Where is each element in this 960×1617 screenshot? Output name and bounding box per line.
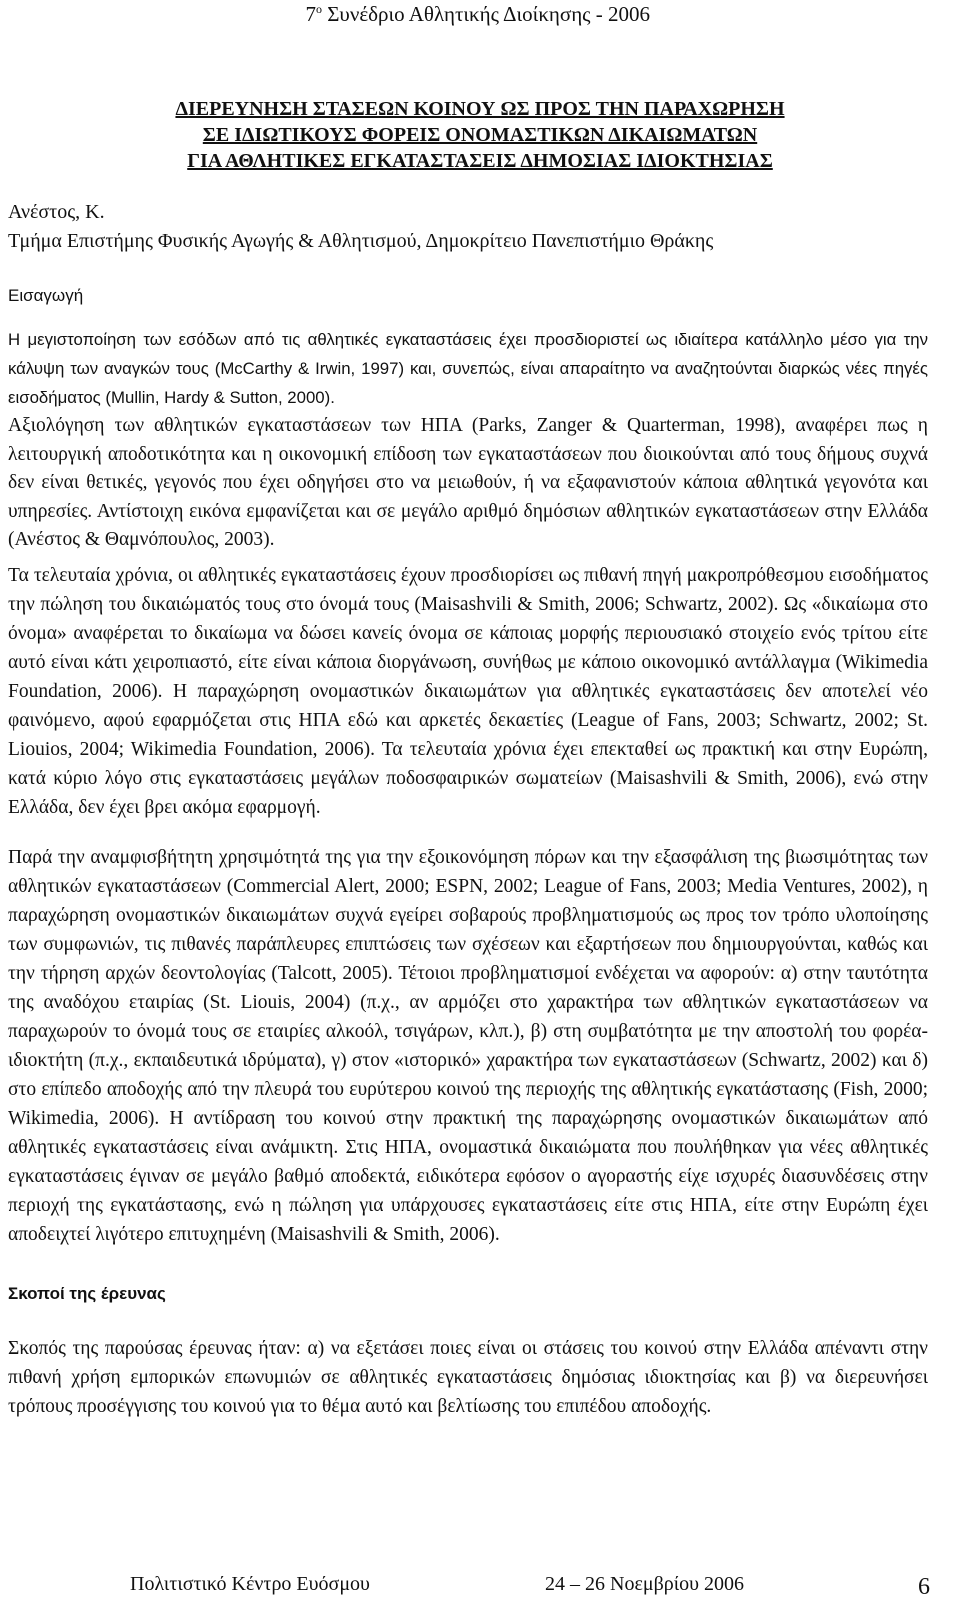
title-line-3: ΓΙΑ ΑΘΛΗΤΙΚΕΣ ΕΓΚΑΤΑΣΤΑΣΕΙΣ ΔΗΜΟΣΙΑΣ ΙΔΙΟΚΤΗΣΙΑΣ bbox=[187, 150, 773, 172]
aims-heading: Σκοποί της έρευνας bbox=[8, 1284, 166, 1303]
intro-heading: Εισαγωγή bbox=[8, 286, 84, 305]
title-line-2: ΣΕ ΙΔΙΩΤΙΚΟΥΣ ΦΟΡΕΙΣ ΟΝΟΜΑΣΤΙΚΩΝ ΔΙΚΑΙΩΜΑΤΩΝ bbox=[202, 124, 758, 146]
footer-venue: Πολιτιστικό Κέντρο Ευόσμου bbox=[130, 1573, 370, 1595]
author: Ανέστος, Κ. bbox=[8, 201, 105, 223]
intro-paragraph-serif: Αξιολόγηση των αθλητικών εγκαταστάσεων των ΗΠΑ (Parks, Zanger & Quarterman, 1998), αναφέρει πως η λειτουργική αποδοτικότητα και η οικονομική επίδοση των εγκαταστάσεων που διοικούνται από τους δήμους συχνά δεν είναι θετικές, γεγονός που έχει οδηγήσει στο να μειωθούν, ή να εξαφανιστούν κάποια αθλητικά γεγονότα και υπηρεσίες. Αντίστοιχη εικόνα εμφανίζεται και σε μεγάλο αριθμό δημόσιων αθλητικών εγκαταστάσεων στην Ελλάδα (Ανέστος & Θαμνόπουλος, 2003). bbox=[8, 415, 928, 550]
running-header: $7^o$ Συνέδριο Αθλητικής Διοίκησης - 2006 bbox=[305, 2, 650, 26]
paragraph-3: Παρά την αναμφισβήτητη χρησιμότητά της για την εξοικονόμηση πόρων και την εξασφάλιση της βιωσιμότητας των αθλητικών εγκαταστάσεων (Commercial Alert, 2000; ESPN, 2002; League of Fans, 2003; Media Ventures, 2002), η παραχώρηση ονομαστικών δικαιωμάτων συχνά εγείρει σοβαρούς προβληματισμούς ως προς τον τρόπο υλοποίησης των συμφωνιών, τις πιθανές παράπλευρες επιπτώσεις των σχέσεων και εξαρτήσεων που δημιουργούνται, καθώς και την τήρηση αρχών δεοντολογίας (Talcott, 2005). Τέτοιοι προβληματισμοί ενδέχεται να αφορούν: α) στην ταυτότητα της αναδόχου εταιρίας (St. Liouis, 2004) (π.χ., αν αρμόζει στο χαρακτήρα των αθλητικών εγκαταστάσεων να παραχωρούν το όνομά τους σε εταιρίες αλκοόλ, τσιγάρων, κλπ.), β) στη συμβατότητα με την αποστολή του φορέα-ιδιοκτήτη (π.χ., εκπαιδευτικά ιδρύματα), γ) στον «ιστορικό» χαρακτήρα των εγκαταστάσεων (Schwartz, 2002) και δ) στο επίπεδο αποδοχής από την πλευρά του ευρύτερου κοινού της περιοχής της αθλητικής εγκατάστασης (Fish, 2000; Wikimedia, 2006). Η αντίδραση του κοινού στην πρακτική της παραχώρησης ονομαστικών δικαιωμάτων από αθλητικές εγκαταστάσεις είναι ανάμικτη. Στις ΗΠΑ, ονομαστικά δικαιώματα που πουλήθηκαν για νέες αθλητικές εγκαταστάσεις έγιναν σε μεγάλο βαθμό αποδεκτά, ειδικότερα εφόσον ο αγοραστής είχε ισχυρές διασυνδέσεις στην περιοχή της εγκατάστασης, ενώ η πώληση για υπάρχουσες εγκαταστάσεις είτε στις ΗΠΑ, είτε στην Ευρώπη έχει αποδειχτεί λιγότερο επιτυχημένη (Maisashvili & Smith, 2006). bbox=[8, 847, 928, 1245]
intro-paragraph-sans: Η μεγιστοποίηση των εσόδων από τις αθλητικές εγκαταστάσεις έχει προσδιοριστεί ως ιδιαίτερα κατάλληλο μέσο για την κάλυψη των αναγκών τους (McCarthy & Irwin, 1997) και, συνεπώς, είναι απαραίτητο να αναζητούνται διαρκώς νέες πηγές εισοδήματος (Mullin, Hardy & Sutton, 2000). bbox=[8, 330, 928, 407]
title-line-1: ΔΙΕΡΕΥΝΗΣΗ ΣΤΑΣΕΩΝ ΚΟΙΝΟΥ ΩΣ ΠΡΟΣ ΤΗΝ ΠΑΡΑΧΩΡΗΣΗ bbox=[175, 98, 785, 120]
paragraph-2: Τα τελευταία χρόνια, οι αθλητικές εγκαταστάσεις έχουν προσδιορίσει ως πιθανή πηγή μακροπρόθεσμου εισοδήματος την πώληση του δικαιώματός τους στο όνομά τους (Maisashvili & Smith, 2006; Schwartz, 2002). Ως «δικαίωμα στο όνομα» αναφέρεται το δικαίωμα να δώσει κανείς όνομα σε κάποιας μορφής περιουσιακό στοιχείο ενός τρίτου είτε αυτό είναι κάτι χειροπιαστό, είτε είναι κάποια διοργάνωση, συνήθως με κάποιο οικονομικό αντάλλαγμα (Wikimedia Foundation, 2006). Η παραχώρηση ονομαστικών δικαιωμάτων για αθλητικές εγκαταστάσεις δεν αποτελεί νέο φαινόμενο, αφού εφαρμόζεται στις ΗΠΑ εδώ και αρκετές δεκαετίες (League of Fans, 2003; Schwartz, 2002; St. Liouios, 2004; Wikimedia Foundation, 2006). Τα τελευταία χρόνια έχει επεκταθεί ως πρακτική και στην Ευρώπη, κατά κύριο λόγο στις εγκαταστάσεις μεγάλων ποδοσφαιρικών σωματείων (Maisashvili & Smith, 2006), ενώ στην Ελλάδα, δεν έχει βρει ακόμα εφαρμογή. bbox=[8, 565, 928, 818]
affiliation: Τμήμα Επιστήμης Φυσικής Αγωγής & Αθλητισμού, Δημοκρίτειο Πανεπιστήμιο Θράκης bbox=[8, 230, 714, 252]
footer-date: 24 – 26 Νοεμβρίου 2006 bbox=[545, 1573, 745, 1595]
paper-title bbox=[0, 96, 960, 174]
page-number: 6 bbox=[918, 1574, 930, 1600]
paragraph-aims: Σκοπός της παρούσας έρευνας ήταν: α) να εξετάσει ποιες είναι οι στάσεις του κοινού στην Ελλάδα απέναντι στην πιθανή χρήση εμπορικών επωνυμιών σε αθλητικές εγκαταστάσεις δημόσιας ιδιοκτησίας και β) να διερευνήσει τρόπους προσέγγισης του κοινού για το θέμα αυτό και βελτίωσης του επιπέδου αποδοχής. bbox=[8, 1338, 928, 1417]
